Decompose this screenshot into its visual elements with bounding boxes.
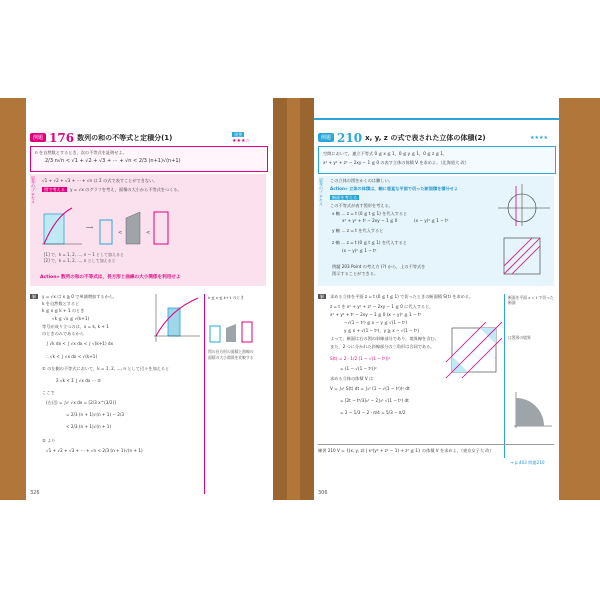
quarter-circle-figure [510,390,554,430]
solution-line: y ≦ x + √(1 − t²)，y ≧ x − √(1 − t²) [344,328,419,333]
problem-reference-link[interactable]: → p.403 問題210 [510,460,545,465]
example-tag: 例題 [30,133,46,142]
svg-text:<: < [118,230,123,236]
cross-section-figure [444,322,502,384]
margin-figures [208,320,266,346]
approach-graphs [494,182,552,280]
margin-note: 図の長方形の面積と曲線の [208,349,254,354]
approach-line: この不等式が表す図形を考える。 [330,203,393,208]
gutter-right [300,98,314,500]
example-tag: 例題 [318,133,334,142]
approach-line: y 軸 … z = t を代入すると [332,228,384,233]
left-page [26,98,273,500]
approach-label: 思考のプロセス [319,178,324,206]
margin-note: 面積の大小関係を比較する [208,355,254,360]
difficulty-stars: ★★★☆ [232,138,250,144]
solution-line: 等号が成り立つのは，x = k, k + 1 [42,324,109,329]
solution-line: (右辺) = ∫₀ⁿ √x dx = [2/3 x^(3/2)] [46,400,116,405]
solution-head: 解 [32,294,37,299]
solution-line: = [2t − t³/3]₀¹ − 2∫₀¹ √(1 − t²) dt [340,398,409,403]
gutter-left [273,98,287,500]
approach-tag: 断面を考える [332,195,358,200]
solution-line: 求める立体を平面 z = t (0 ≦ t ≦ 1) で切ったときの断面積 S(t) を求める。 [330,294,474,299]
example-number: 210 [337,130,363,145]
example-number: 176 [49,130,75,145]
approach-line: (x − y)² ≦ 1 − t² [342,248,377,253]
approach-line: z 軸 … z = t (0 ≦ t ≦ 1) を代入すると [332,240,407,245]
solution-graph [154,294,200,344]
solution-line: よって，断面は右の図の斜線部分であり，境界線を含む。 [330,336,439,341]
approach-line: この立体の図をかくのは難しい。 [330,178,393,183]
page-number: 306 [318,490,328,496]
divider [318,444,554,445]
problem-box [30,146,268,172]
solution-line: √1 + √2 + √3 + ⋯ + √n < 2/3 (n + 1)√(n + 1) [46,448,143,453]
margin-note: k ≦ x ≦ k+1 のとき [208,295,245,300]
approach-line-1: √1 + √2 + √3 + ⋯ + √n は Σ の式で表すことができない。 [42,178,158,183]
approach-figures [42,196,262,266]
solution-line: k ≦ x ≦ k + 1 のとき [42,308,85,313]
approach-label: 思考のプロセス [31,176,36,204]
solution-line: √k ≦ √x ≦ √(k+1) [52,316,90,321]
approach-line: x 軸 … z = t (0 ≦ t ≦ 1) を代入すると [332,211,408,216]
margin-divider [504,294,505,458]
action-line: Action» 立体の体積は，軸に垂直な平面で切った断面積を積分せよ [330,186,459,191]
svg-text:<: < [146,230,151,236]
solution-line: ここで [42,390,55,395]
problem-line-1: n を自然数とするとき，次の不等式を証明せよ。 [35,150,127,155]
approach-line: (x − y)² ≦ 1 − t² [414,218,449,223]
solution-line: ② より [42,438,56,443]
svg-text:[1] で，k = 1, 2, …, n − 1 として加え: [1] で，k = 1, 2, …, n − 1 として加えると [44,252,125,257]
approach-line: 図示することができる。 [332,271,379,276]
solution-line: z = t を x² + y² + z² − 2xy − 1 ≦ 0 に代入すると， [330,304,434,309]
margin-divider [204,294,205,494]
solution-line: k を自然数とすると [42,301,80,306]
solution-line: ∴ √k < ∫ √x dx < √(k+1) [46,354,98,359]
right-header [318,131,486,144]
svg-text:[2] で，k = 1, 2, …, n として加えると: [2] で，k = 1, 2, …, n として加えると [44,258,116,263]
solution-line: V = ∫₀¹ S(t) dt = ∫₀¹ (1 − √(1 − t²))² dt [330,386,410,391]
solution-line: y = √x は x ≧ 0 で単調増加するから， [42,294,118,299]
problem-box [318,146,556,174]
solution-head: 解 [320,294,325,299]
practice-problem: 練習 210 V = {(x, y, z) | x²(y² + z² − 1) + z² ≦ 1} の体積 V を求めよ。（東京女子大 改） [318,448,494,453]
important-badge: 重要 [234,132,243,137]
margin-note: は図形の境界 [508,335,531,340]
solution-line: Σ √k < Σ ∫ √x dx ⋯ ② [56,378,101,383]
approach-tag: 図で考える [44,187,65,192]
solution-line: = 2 − 1/3 − 2 · π/4 = 5/3 − π/2 [340,410,406,415]
right-page [314,98,559,500]
approach-line-2: y = √x のグラフを考え，面積の大小から不等式をつくる。 [70,187,182,192]
example-title: 数列の和の不等式と定積分(1) [77,133,173,142]
left-header [30,131,172,144]
solution-line: x² + y² + t² − 2xy − 1 ≦ 0 (x − y)² ≦ 1 − t² [330,312,422,317]
difficulty-stars: ★★★★ [530,135,548,141]
solution-line: また，2 つに分かれた斜線部分の三角形は合同である。 [330,344,435,349]
problem-line-2: 2/3 n√n < √1 + √2 + √3 + ⋯ + √n < 2/3 (n+1)√(n+1) [45,158,181,164]
solution-line: −√(1 − t²) ≦ x − y ≦ √(1 − t²) [344,320,408,325]
svg-text:⟹: ⟹ [86,225,94,231]
margin-note: 断面を平面 z = t で切った断面 [508,295,554,305]
solution-line: S(t) = 2 · 1/2 (1 − √(1 − t²))² [330,356,391,361]
action-line: Action» 数列の和の不等式は，長方形と曲線の大小関係を利用せよ [40,275,181,280]
solution-line: のときのみであるから [42,331,84,336]
approach-line: x² + y² + t² − 2xy − 1 ≦ 0 [342,218,398,223]
problem-line-2: x² + y² + z² − 2xy − 1 ≦ 0 の表す立体の体積 V を求めよ。（北海道大 改） [323,160,469,165]
solution-line: = 2/3 (n + 1)√(n + 1) − 2/3 [66,412,125,417]
problem-line-1: 空間において，連立不等式 0 ≦ x ≦ 1，0 ≦ y ≦ 1，0 ≦ z ≦ 1， [323,151,448,156]
example-title: x, y, z の式で表された立体の体積(2) [365,133,486,142]
page-number: 326 [30,490,40,496]
solution-line: < 2/3 (n + 1)√(n + 1) [66,424,112,429]
solution-line: ① の左側の不等式において，k = 1, 2, …, n として辺々を加えると [42,366,170,371]
top-rule [314,118,559,120]
solution-line: ∫ √k dx < ∫ √x dx < ∫ √(k+1) dx [46,341,114,346]
approach-line: 例題 203 Point の考え方 (?) から，上の不等式を [332,264,426,269]
solution-line: = (1 − √(1 − t²))² [340,366,377,371]
solution-line: 求める立体の体積 V は [330,376,374,381]
